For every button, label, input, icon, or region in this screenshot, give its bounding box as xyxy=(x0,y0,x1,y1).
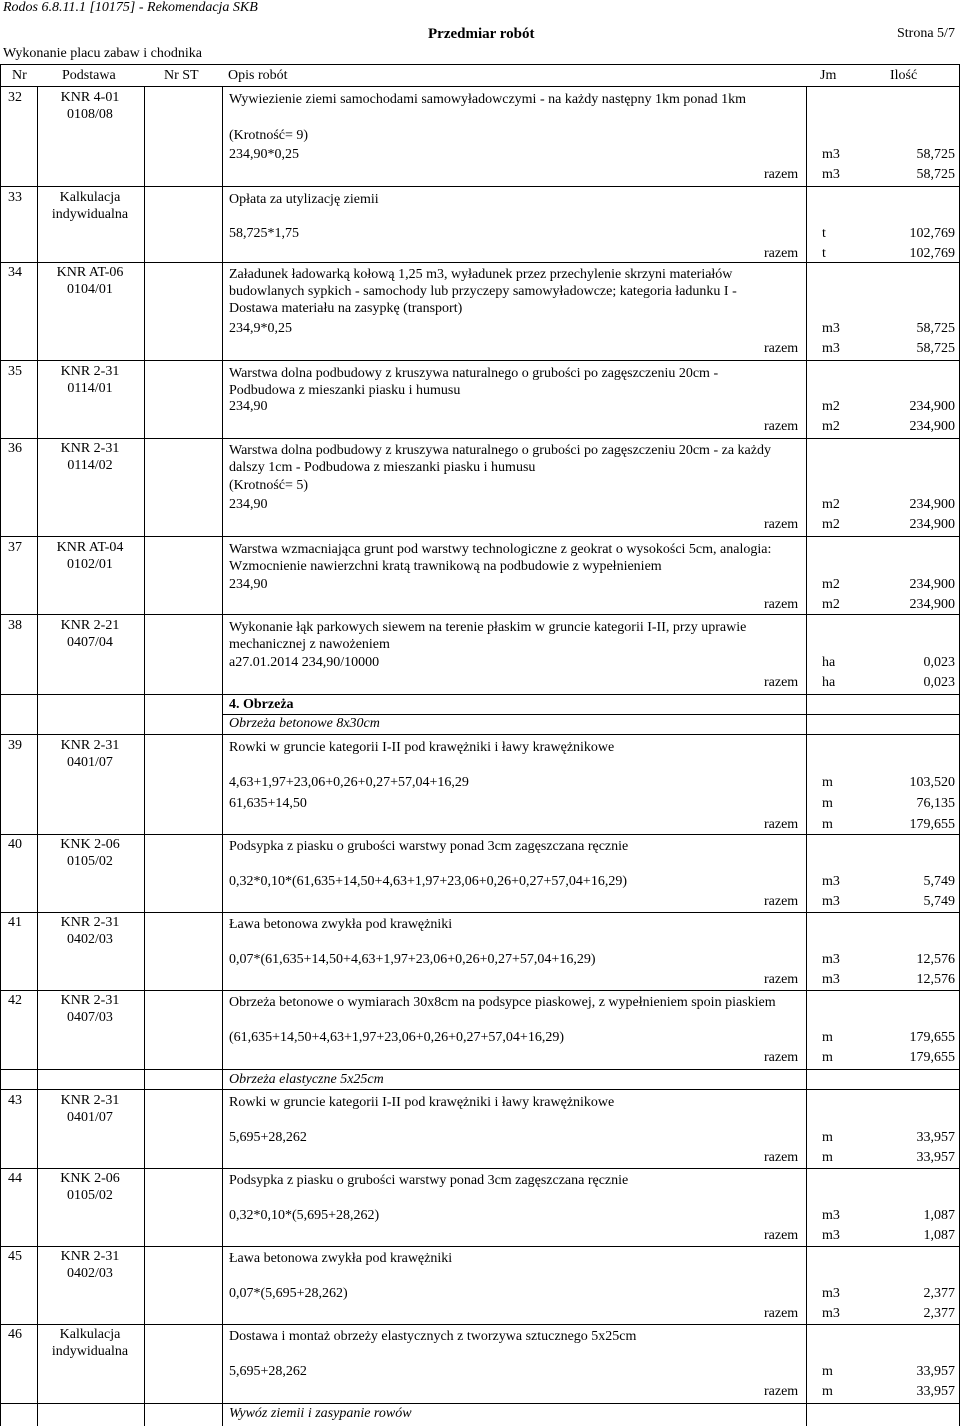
calc-value: 2,377 xyxy=(923,1286,955,1301)
item-number: 37 xyxy=(8,540,22,555)
calc-value: 102,769 xyxy=(909,226,955,241)
calc-expression: 234,90 xyxy=(229,399,268,414)
razem-label: razem xyxy=(764,1306,799,1321)
podstawa-subcode: 0402/03 xyxy=(67,932,113,947)
razem-unit: t xyxy=(822,246,826,261)
row-divider xyxy=(0,536,960,537)
podstawa-subcode: 0114/01 xyxy=(67,381,113,396)
razem-label: razem xyxy=(764,419,799,434)
document-subtitle: Wykonanie placu zabaw i chodnika xyxy=(3,46,202,61)
multiplier-note: (Krotność= 5) xyxy=(229,478,309,493)
podstawa-code: Kalkulacja xyxy=(59,190,121,205)
item-description: mechanicznej z nawożeniem xyxy=(229,637,390,652)
razem-label: razem xyxy=(764,1150,799,1165)
podstawa-subcode: 0407/03 xyxy=(67,1010,113,1025)
razem-unit: m3 xyxy=(822,972,840,987)
podstawa-subcode: 0102/01 xyxy=(67,557,113,572)
calc-unit: m2 xyxy=(822,497,840,512)
calc-unit: m2 xyxy=(822,577,840,592)
calc-value: 5,749 xyxy=(923,874,955,889)
razem-label: razem xyxy=(764,972,799,987)
calc-value: 58,725 xyxy=(916,321,955,336)
razem-label: razem xyxy=(764,597,799,612)
podstawa-subcode: 0407/04 xyxy=(67,635,113,650)
razem-value: 58,725 xyxy=(916,167,955,182)
col-opis: Opis robót xyxy=(228,68,288,83)
item-description: Ława betonowa zwykła pod krawężniki xyxy=(229,1251,453,1266)
item-number: 36 xyxy=(8,441,22,456)
row-divider xyxy=(0,614,960,615)
razem-value: 234,900 xyxy=(909,419,955,434)
row-divider xyxy=(0,694,960,695)
podstawa-code: KNR 2-31 xyxy=(60,1093,120,1108)
podstawa-code: KNR 2-31 xyxy=(60,441,120,456)
calc-value: 234,900 xyxy=(909,497,955,512)
calc-value: 179,655 xyxy=(909,1030,955,1045)
item-description: Wywiezienie ziemi samochodami samowyładowczymi - na każdy następny 1km ponad 1km xyxy=(229,92,747,107)
calc-unit: m xyxy=(822,775,833,790)
razem-label: razem xyxy=(764,1050,799,1065)
calc-value: 234,900 xyxy=(909,399,955,414)
razem-unit: m xyxy=(822,817,833,832)
row-divider xyxy=(222,714,960,715)
podstawa-code: KNR 2-31 xyxy=(60,1249,120,1264)
item-description: Wykonanie łąk parkowych siewem na terenie płaskim w gruncie kategorii I-II, przy uprawie xyxy=(229,620,747,635)
item-description: Warstwa dolna podbudowy z kruszywa naturalnego o grubości po zagęszczeniu 20cm - za każdy xyxy=(229,443,771,458)
calc-value: 33,957 xyxy=(916,1364,955,1379)
razem-label: razem xyxy=(764,167,799,182)
calc-expression: 234,90 xyxy=(229,497,268,512)
item-description: Warstwa dolna podbudowy z kruszywa naturalnego o grubości po zagęszczeniu 20cm - xyxy=(229,366,719,381)
subsection-title: Wywóz ziemii i zasypanie rowów xyxy=(229,1406,412,1421)
item-number: 44 xyxy=(8,1171,22,1186)
calc-expression: 234,90*0,25 xyxy=(229,147,299,162)
calc-value: 234,900 xyxy=(909,577,955,592)
row-divider xyxy=(0,734,960,735)
razem-unit: m3 xyxy=(822,1306,840,1321)
podstawa-code: KNR 2-31 xyxy=(60,364,120,379)
multiplier-note: (Krotność= 9) xyxy=(229,128,309,143)
calc-expression: 61,635+14,50 xyxy=(229,796,307,811)
item-description: Obrzeża betonowe o wymiarach 30x8cm na podsypce piaskowej, z wypełnieniem spoin piaskiem xyxy=(229,995,776,1010)
razem-unit: m2 xyxy=(822,517,840,532)
item-description: Załadunek ładowarką kołową 1,25 m3, wyładunek przez przechylenie skrzyni materiałów xyxy=(229,267,733,282)
col-nrst: Nr ST xyxy=(164,68,199,83)
razem-label: razem xyxy=(764,1228,799,1243)
podstawa-code: KNR 2-31 xyxy=(60,738,120,753)
item-number: 39 xyxy=(8,738,22,753)
calc-expression: 0,32*0,10*(5,695+28,262) xyxy=(229,1208,380,1223)
calc-expression: 5,695+28,262 xyxy=(229,1130,307,1145)
item-description: Podbudowa z mieszanki piasku i humusu xyxy=(229,383,461,398)
item-description: Rowki w gruncie kategorii I-II pod krawężniki i ławy krawężnikowe xyxy=(229,740,615,755)
podstawa-subcode: 0402/03 xyxy=(67,1266,113,1281)
col-nr: Nr xyxy=(12,68,27,83)
razem-label: razem xyxy=(764,517,799,532)
razem-value: 12,576 xyxy=(916,972,955,987)
item-description: Opłata za utylizację ziemii xyxy=(229,192,379,207)
calc-expression: 234,9*0,25 xyxy=(229,321,292,336)
razem-label: razem xyxy=(764,341,799,356)
razem-value: 0,023 xyxy=(923,675,955,690)
item-number: 33 xyxy=(8,190,22,205)
calc-unit: m3 xyxy=(822,321,840,336)
razem-value: 179,655 xyxy=(909,817,955,832)
razem-value: 1,087 xyxy=(923,1228,955,1243)
calc-value: 33,957 xyxy=(916,1130,955,1145)
podstawa-code: KNR 2-31 xyxy=(60,993,120,1008)
calc-value: 0,023 xyxy=(923,655,955,670)
row-divider xyxy=(0,990,960,991)
row-divider xyxy=(0,262,960,263)
item-description: Warstwa wzmacniająca grunt pod warstwy technologiczne z geokrat o wysokości 5cm, analogia: xyxy=(229,542,772,557)
calc-unit: m3 xyxy=(822,874,840,889)
razem-value: 58,725 xyxy=(916,341,955,356)
subsection-title: Obrzeża betonowe 8x30cm xyxy=(229,716,380,731)
item-number: 46 xyxy=(8,1327,22,1342)
calc-unit: m3 xyxy=(822,1286,840,1301)
razem-unit: m2 xyxy=(822,419,840,434)
calc-expression: 0,32*0,10*(61,635+14,50+4,63+1,97+23,06+0,26+0,27+57,04+16,29) xyxy=(229,874,627,889)
razem-value: 102,769 xyxy=(909,246,955,261)
item-description: Rowki w gruncie kategorii I-II pod krawężniki i ławy krawężnikowe xyxy=(229,1095,615,1110)
podstawa-subcode: 0401/07 xyxy=(67,755,113,770)
subsection-title: Obrzeża elastyczne 5x25cm xyxy=(229,1072,384,1087)
row-divider xyxy=(0,834,960,835)
calc-value: 12,576 xyxy=(916,952,955,967)
item-description: Podsypka z piasku o grubości warstwy ponad 3cm zagęszczana ręcznie xyxy=(229,1173,629,1188)
razem-value: 33,957 xyxy=(916,1384,955,1399)
calc-unit: ha xyxy=(822,655,836,670)
calc-unit: m3 xyxy=(822,952,840,967)
razem-unit: m3 xyxy=(822,1228,840,1243)
calc-value: 1,087 xyxy=(923,1208,955,1223)
calc-unit: m xyxy=(822,1130,833,1145)
podstawa-code: KNR 2-31 xyxy=(60,915,120,930)
item-description: Ława betonowa zwykła pod krawężniki xyxy=(229,917,453,932)
row-divider xyxy=(0,186,960,187)
calc-value: 76,135 xyxy=(916,796,955,811)
row-divider xyxy=(0,1324,960,1325)
page-number: Strona 5/7 xyxy=(897,26,955,41)
item-number: 35 xyxy=(8,364,22,379)
razem-value: 33,957 xyxy=(916,1150,955,1165)
podstawa-code: KNR 2-21 xyxy=(60,618,120,633)
podstawa-code: KNR 4-01 xyxy=(60,90,120,105)
podstawa-code: KNK 2-06 xyxy=(60,837,120,852)
podstawa-subcode: indywidualna xyxy=(51,207,129,222)
calc-expression: 0,07*(61,635+14,50+4,63+1,97+23,06+0,26+0,27+57,04+16,29) xyxy=(229,952,596,967)
podstawa-subcode: 0401/07 xyxy=(67,1110,113,1125)
app-title: Rodos 6.8.11.1 [10175] - Rekomendacja SKB xyxy=(3,0,258,15)
calc-unit: m3 xyxy=(822,147,840,162)
col-podstawa: Podstawa xyxy=(62,68,116,83)
col-jm: Jm xyxy=(820,68,837,83)
item-number: 42 xyxy=(8,993,22,1008)
item-description: budowlanych sypkich - samochody lub przyczepy samowyładowcze; kategoria ładunku I - xyxy=(229,284,737,299)
calc-expression: a27.01.2014 234,90/10000 xyxy=(229,655,380,670)
item-number: 38 xyxy=(8,618,22,633)
podstawa-subcode: 0114/02 xyxy=(67,458,113,473)
podstawa-subcode: 0105/02 xyxy=(67,854,113,869)
item-number: 34 xyxy=(8,265,22,280)
razem-value: 2,377 xyxy=(923,1306,955,1321)
item-number: 45 xyxy=(8,1249,22,1264)
podstawa-code: KNR AT-06 xyxy=(56,265,124,280)
row-divider xyxy=(0,1246,960,1247)
calc-expression: 234,90 xyxy=(229,577,268,592)
razem-value: 179,655 xyxy=(909,1050,955,1065)
calc-unit: t xyxy=(822,226,826,241)
calc-expression: 58,725*1,75 xyxy=(229,226,299,241)
item-number: 40 xyxy=(8,837,22,852)
podstawa-code: KNK 2-06 xyxy=(60,1171,120,1186)
razem-label: razem xyxy=(764,1384,799,1399)
calc-expression: 5,695+28,262 xyxy=(229,1364,307,1379)
calc-unit: m xyxy=(822,1030,833,1045)
row-divider xyxy=(0,1403,960,1404)
calc-value: 58,725 xyxy=(916,147,955,162)
row-divider xyxy=(0,912,960,913)
row-divider xyxy=(0,438,960,439)
podstawa-subcode: 0104/01 xyxy=(67,282,113,297)
row-divider xyxy=(0,1089,960,1090)
calc-unit: m3 xyxy=(822,1208,840,1223)
razem-unit: m xyxy=(822,1384,833,1399)
calc-value: 103,520 xyxy=(909,775,955,790)
calc-unit: m2 xyxy=(822,399,840,414)
item-description: Dostawa i montaż obrzeży elastycznych z tworzywa sztucznego 5x25cm xyxy=(229,1329,637,1344)
item-number: 32 xyxy=(8,90,22,105)
razem-value: 234,900 xyxy=(909,597,955,612)
row-divider xyxy=(0,360,960,361)
razem-label: razem xyxy=(764,817,799,832)
row-divider xyxy=(0,1069,960,1070)
podstawa-code: KNR AT-04 xyxy=(56,540,124,555)
calc-unit: m xyxy=(822,796,833,811)
razem-unit: m3 xyxy=(822,341,840,356)
razem-label: razem xyxy=(764,675,799,690)
podstawa-subcode: 0105/02 xyxy=(67,1188,113,1203)
item-description: Dostawa materiału na zasypkę (transport) xyxy=(229,301,463,316)
razem-unit: m2 xyxy=(822,597,840,612)
item-description: dalszy 1cm - Podbudowa z mieszanki piasku i humusu xyxy=(229,460,536,475)
row-divider xyxy=(0,1168,960,1169)
calc-expression: 4,63+1,97+23,06+0,26+0,27+57,04+16,29 xyxy=(229,775,469,790)
podstawa-subcode: indywidualna xyxy=(51,1344,129,1359)
razem-unit: m xyxy=(822,1150,833,1165)
razem-unit: ha xyxy=(822,675,836,690)
item-number: 43 xyxy=(8,1093,22,1108)
calc-unit: m xyxy=(822,1364,833,1379)
razem-label: razem xyxy=(764,246,799,261)
podstawa-subcode: 0108/08 xyxy=(67,107,113,122)
razem-label: razem xyxy=(764,894,799,909)
section-title: 4. Obrzeża xyxy=(229,697,294,712)
item-description: Wzmocnienie nawierzchni kratą trawnikową na podbudowie z wypełnieniem xyxy=(229,559,662,574)
item-number: 41 xyxy=(8,915,22,930)
calc-expression: 0,07*(5,695+28,262) xyxy=(229,1286,348,1301)
page-title: Przedmiar robót xyxy=(428,26,535,42)
razem-unit: m3 xyxy=(822,167,840,182)
podstawa-code: Kalkulacja xyxy=(59,1327,121,1342)
razem-value: 5,749 xyxy=(923,894,955,909)
item-description: Podsypka z piasku o grubości warstwy ponad 3cm zagęszczana ręcznie xyxy=(229,839,629,854)
razem-unit: m xyxy=(822,1050,833,1065)
col-ilosc: Ilość xyxy=(890,68,918,83)
razem-value: 234,900 xyxy=(909,517,955,532)
razem-unit: m3 xyxy=(822,894,840,909)
calc-expression: (61,635+14,50+4,63+1,97+23,06+0,26+0,27+57,04+16,29) xyxy=(229,1030,564,1045)
